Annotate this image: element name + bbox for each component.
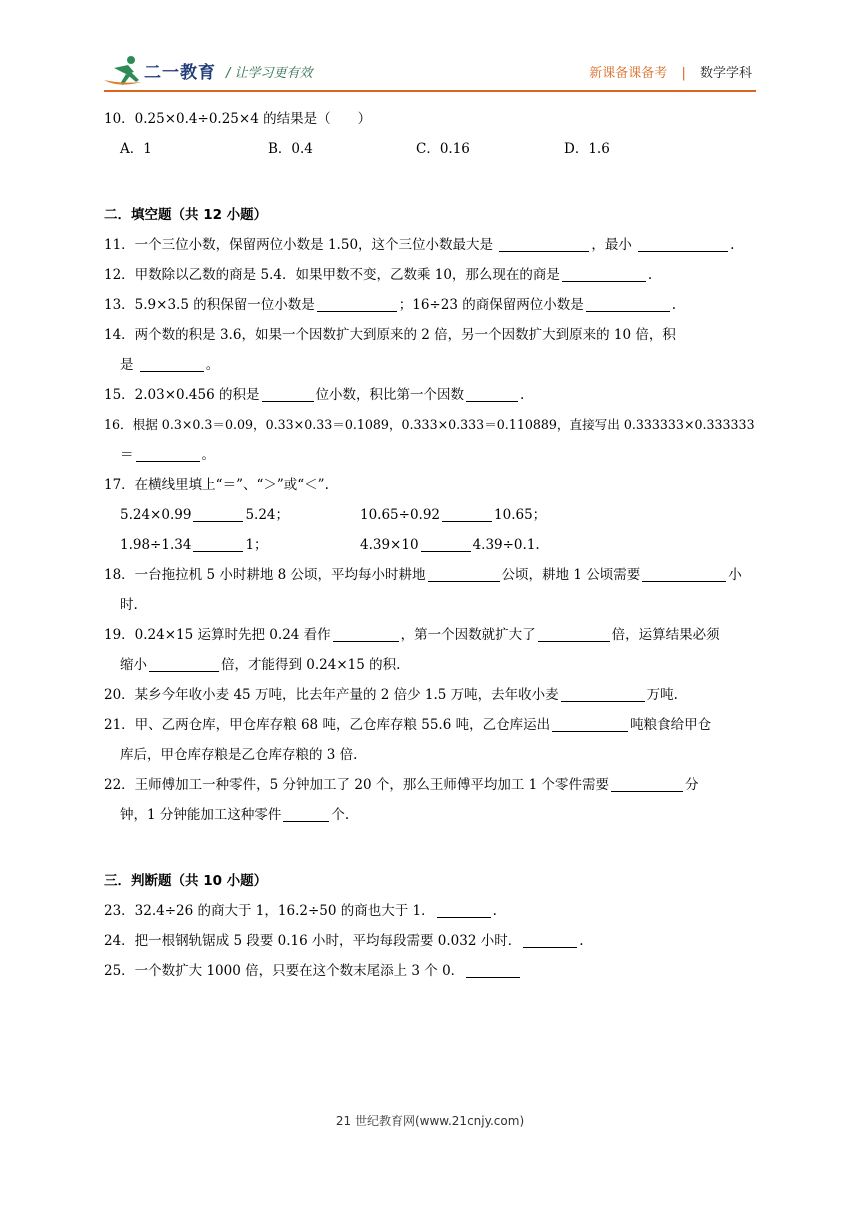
answer-blank[interactable]: [642, 565, 726, 582]
option-c: C．0.16: [416, 141, 470, 157]
section-fill-in-title: 二．填空题（共 12 小题）: [104, 207, 268, 223]
answer-blank[interactable]: [466, 385, 518, 402]
answer-blank[interactable]: [499, 235, 589, 252]
answer-blank[interactable]: [262, 385, 314, 402]
question-15: 15．2.03×0.456 的积是 位小数，积比第一个因数 .: [104, 387, 525, 403]
header-divider: [104, 90, 756, 92]
header-right: [589, 62, 752, 81]
option-d: D．1.6: [564, 141, 610, 157]
question-21: 21．甲、乙两仓库，甲仓库存粮 68 吨，乙仓库存粮 55.6 吨，乙仓库运出 吨粮食给甲仓: [104, 717, 712, 733]
answer-blank[interactable]: [586, 295, 670, 312]
answer-blank[interactable]: [283, 805, 329, 822]
runner-logo-icon: [104, 54, 144, 88]
answer-blank[interactable]: [149, 655, 219, 672]
answer-blank[interactable]: [523, 931, 577, 948]
question-13: 13．5.9×3.5 的积保留一位小数是 ；16÷23 的商保留两位小数是 .: [104, 297, 676, 313]
question-content: [104, 104, 756, 986]
question-16: 16．根据 0.3×0.3＝0.09，0.33×0.33＝0.1089，0.333×0.333＝0.110889，直接写出 0.333333×0.333333: [104, 417, 755, 432]
answer-blank[interactable]: [442, 505, 492, 522]
answer-blank[interactable]: [466, 961, 520, 978]
question-20: 20．某乡今年收小麦 45 万吨，比去年产量的 2 倍少 1.5 万吨，去年收小麦 万吨.: [104, 687, 678, 703]
question-10-options: [104, 134, 756, 164]
section-judgment-title: 三．判断题（共 10 小题）: [104, 873, 268, 889]
answer-blank[interactable]: [317, 295, 397, 312]
question-17-row-2: 1.98÷1.34 1； 4.39×10 4.39÷0.1.: [120, 537, 540, 553]
option-a: A．1: [120, 141, 152, 157]
question-16-cont: ＝ 。: [120, 447, 215, 463]
question-14-cont: 是 。: [120, 357, 220, 373]
answer-blank[interactable]: [428, 565, 500, 582]
answer-blank[interactable]: [561, 685, 645, 702]
question-10: 10．0.25×0.4÷0.25×4 的结果是（ ）: [104, 111, 372, 127]
question-19: 19．0.24×15 运算时先把 0.24 看作 ，第一个因数就扩大了 倍，运算结果必须: [104, 627, 720, 643]
question-21-cont: 库后，甲仓库存粮是乙仓库存粮的 3 倍.: [120, 747, 358, 763]
question-19-cont: 缩小 倍，才能得到 0.24×15 的积.: [120, 657, 401, 673]
question-18-cont: 时.: [120, 597, 138, 613]
answer-blank[interactable]: [136, 445, 200, 462]
question-23: 23．32.4÷26 的商大于 1，16.2÷50 的商也大于 1． .: [104, 903, 497, 919]
answer-blank[interactable]: [140, 355, 204, 372]
question-14: 14．两个数的积是 3.6，如果一个因数扩大到原来的 2 倍，另一个因数扩大到原来的 10 倍，积: [104, 327, 676, 343]
answer-blank[interactable]: [193, 505, 243, 522]
answer-blank[interactable]: [437, 901, 491, 918]
question-17-row-1: 5.24×0.99 5.24； 10.65÷0.92 10.65；: [120, 507, 547, 523]
answer-blank[interactable]: [193, 535, 243, 552]
answer-blank[interactable]: [611, 775, 683, 792]
question-18: 18．一台拖拉机 5 小时耕地 8 公顷，平均每小时耕地 公顷，耕地 1 公顷需要 小: [104, 567, 742, 583]
header-slogan: / 让学习更有效: [226, 66, 313, 81]
page-footer: 21 世纪教育网(www.21cnjy.com): [335, 1114, 525, 1128]
answer-blank[interactable]: [638, 235, 728, 252]
header-separator: |: [681, 66, 686, 81]
answer-blank[interactable]: [552, 715, 628, 732]
page-header: [0, 0, 860, 92]
question-12: 12．甲数除以乙数的商是 5.4．如果甲数不变，乙数乘 10，那么现在的商是 .: [104, 267, 653, 283]
question-11: 11．一个三位小数，保留两位小数是 1.50，这个三位小数最大是 ，最小 .: [104, 237, 735, 253]
answer-blank[interactable]: [333, 625, 399, 642]
option-b: B．0.4: [268, 141, 313, 157]
answer-blank[interactable]: [538, 625, 610, 642]
question-22: 22．王师傅加工一种零件，5 分钟加工了 20 个，那么王师傅平均加工 1 个零件需要 分: [104, 777, 699, 793]
question-17: 17．在横线里填上“＝”、“＞”或“＜”.: [104, 477, 329, 493]
question-24: 24．把一根钢轨锯成 5 段要 0.16 小时，平均每段需要 0.032 小时． .: [104, 933, 584, 949]
answer-blank[interactable]: [562, 265, 646, 282]
question-25: 25．一个数扩大 1000 倍，只要在这个数末尾添上 3 个 0．: [104, 956, 756, 986]
header-course-label: 新课备课备考: [589, 66, 668, 81]
question-22-cont: 钟，1 分钟能加工这种零件 个.: [120, 807, 350, 823]
answer-blank[interactable]: [421, 535, 471, 552]
logo: [104, 54, 222, 90]
logo-text: 二一教育: [144, 63, 216, 83]
header-subject-label: 数学学科: [699, 66, 752, 81]
